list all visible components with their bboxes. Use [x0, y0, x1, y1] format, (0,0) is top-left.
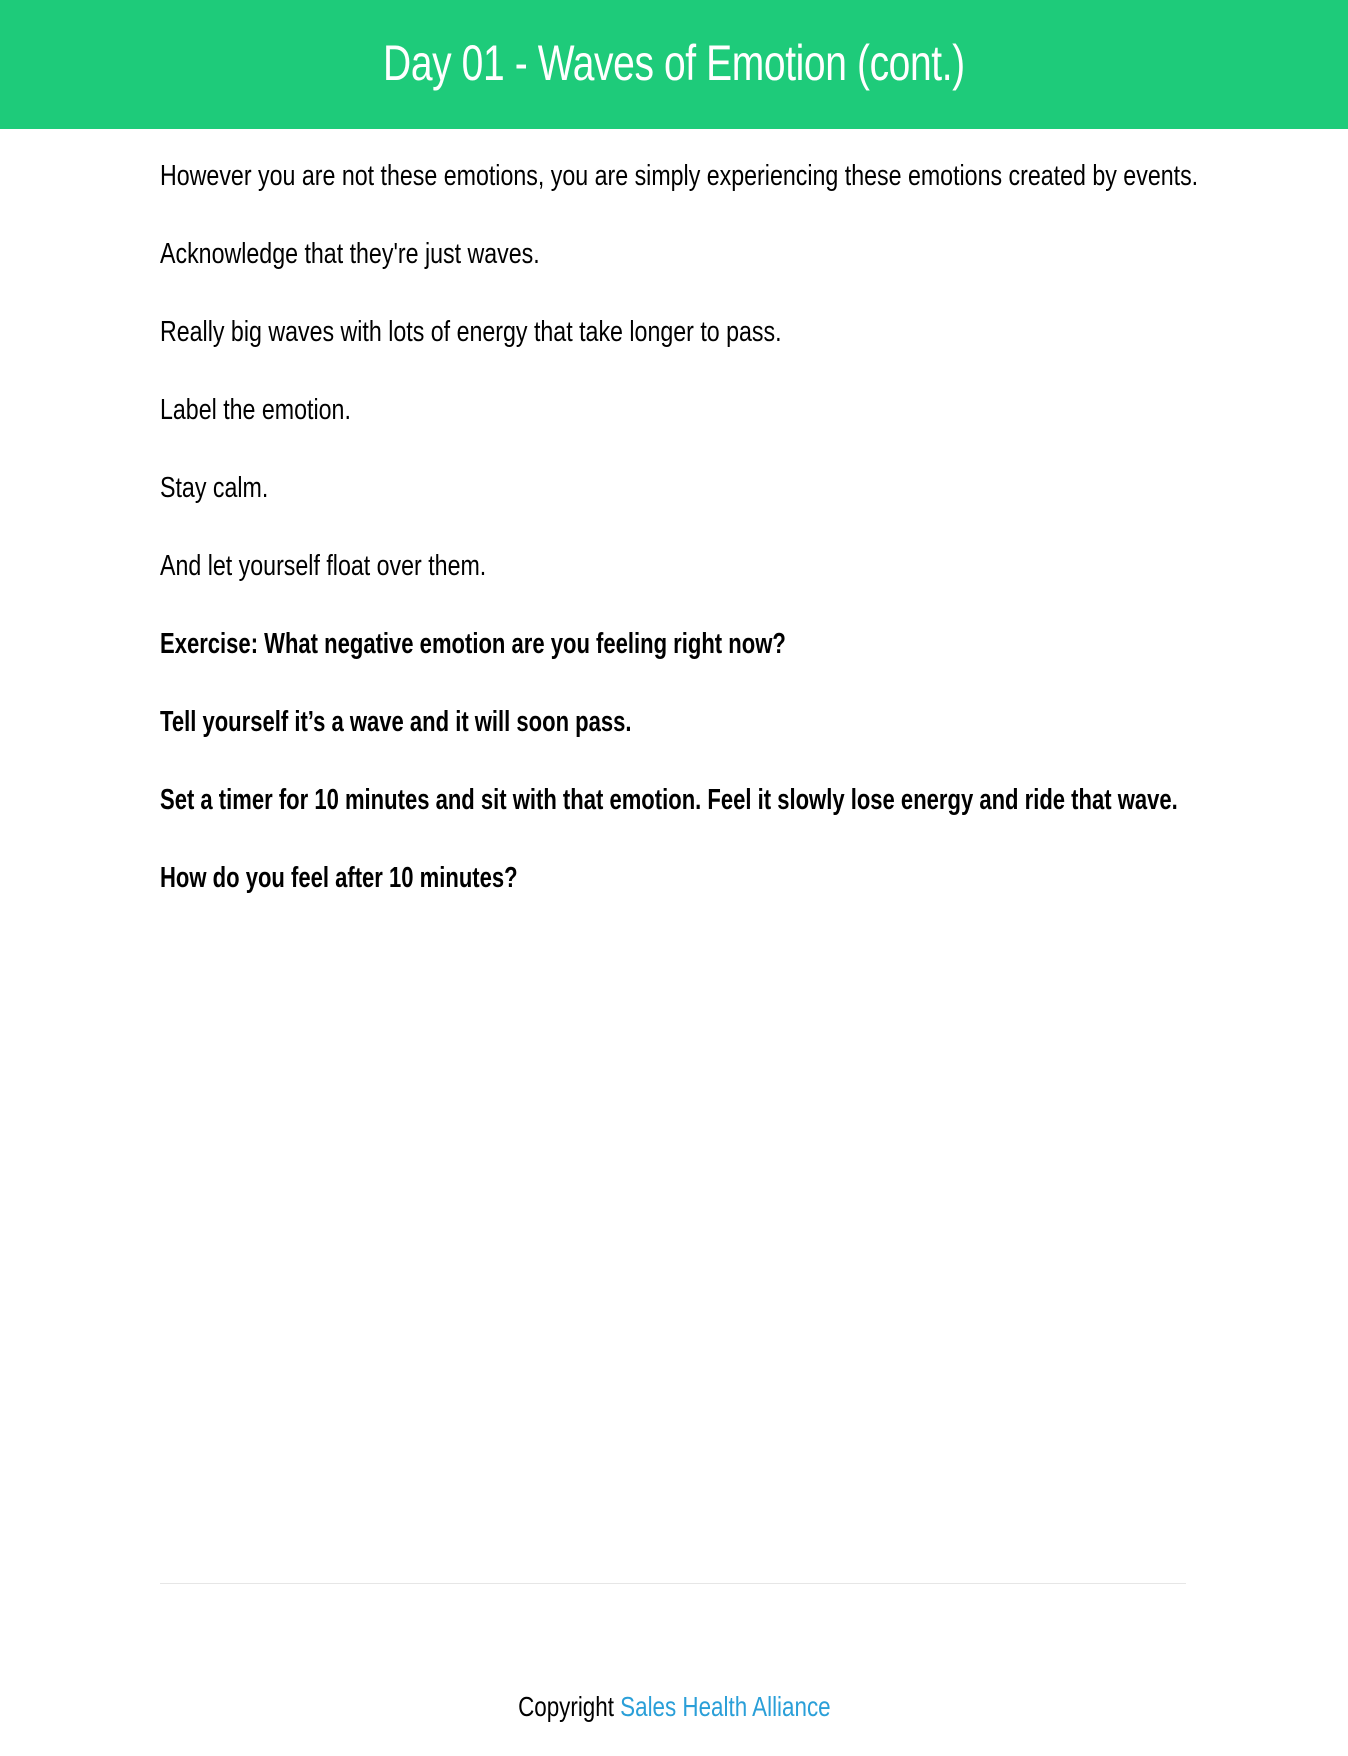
exercise-question: How do you feel after 10 minutes?: [160, 862, 518, 894]
page-title: Day 01 - Waves of Emotion (cont.): [383, 34, 965, 91]
footer-divider: [160, 1583, 1186, 1584]
paragraph: However you are not these emotions, you are simply experiencing these emotions created by events.: [160, 160, 1199, 192]
exercise-instruction: Set a timer for 10 minutes and sit with that emotion. Feel it slowly lose energy and ride that wave.: [160, 784, 1178, 816]
footer: [0, 1690, 1348, 1724]
paragraph: Stay calm.: [160, 472, 269, 504]
copyright-label: Copyright: [517, 1691, 614, 1722]
paragraph: And let yourself float over them.: [160, 550, 487, 582]
paragraph: Really big waves with lots of energy that take longer to pass.: [160, 316, 782, 348]
paragraph: Acknowledge that they're just waves.: [160, 238, 540, 270]
exercise-prompt: Exercise: What negative emotion are you feeling right now?: [160, 628, 786, 660]
main-content: [160, 158, 1199, 938]
page-header: [0, 0, 1348, 129]
sales-health-alliance-link[interactable]: Sales Health Alliance: [619, 1691, 831, 1722]
paragraph: Label the emotion.: [160, 394, 351, 426]
exercise-instruction: Tell yourself it’s a wave and it will soon pass.: [160, 706, 632, 738]
copyright-line: [518, 1690, 831, 1724]
